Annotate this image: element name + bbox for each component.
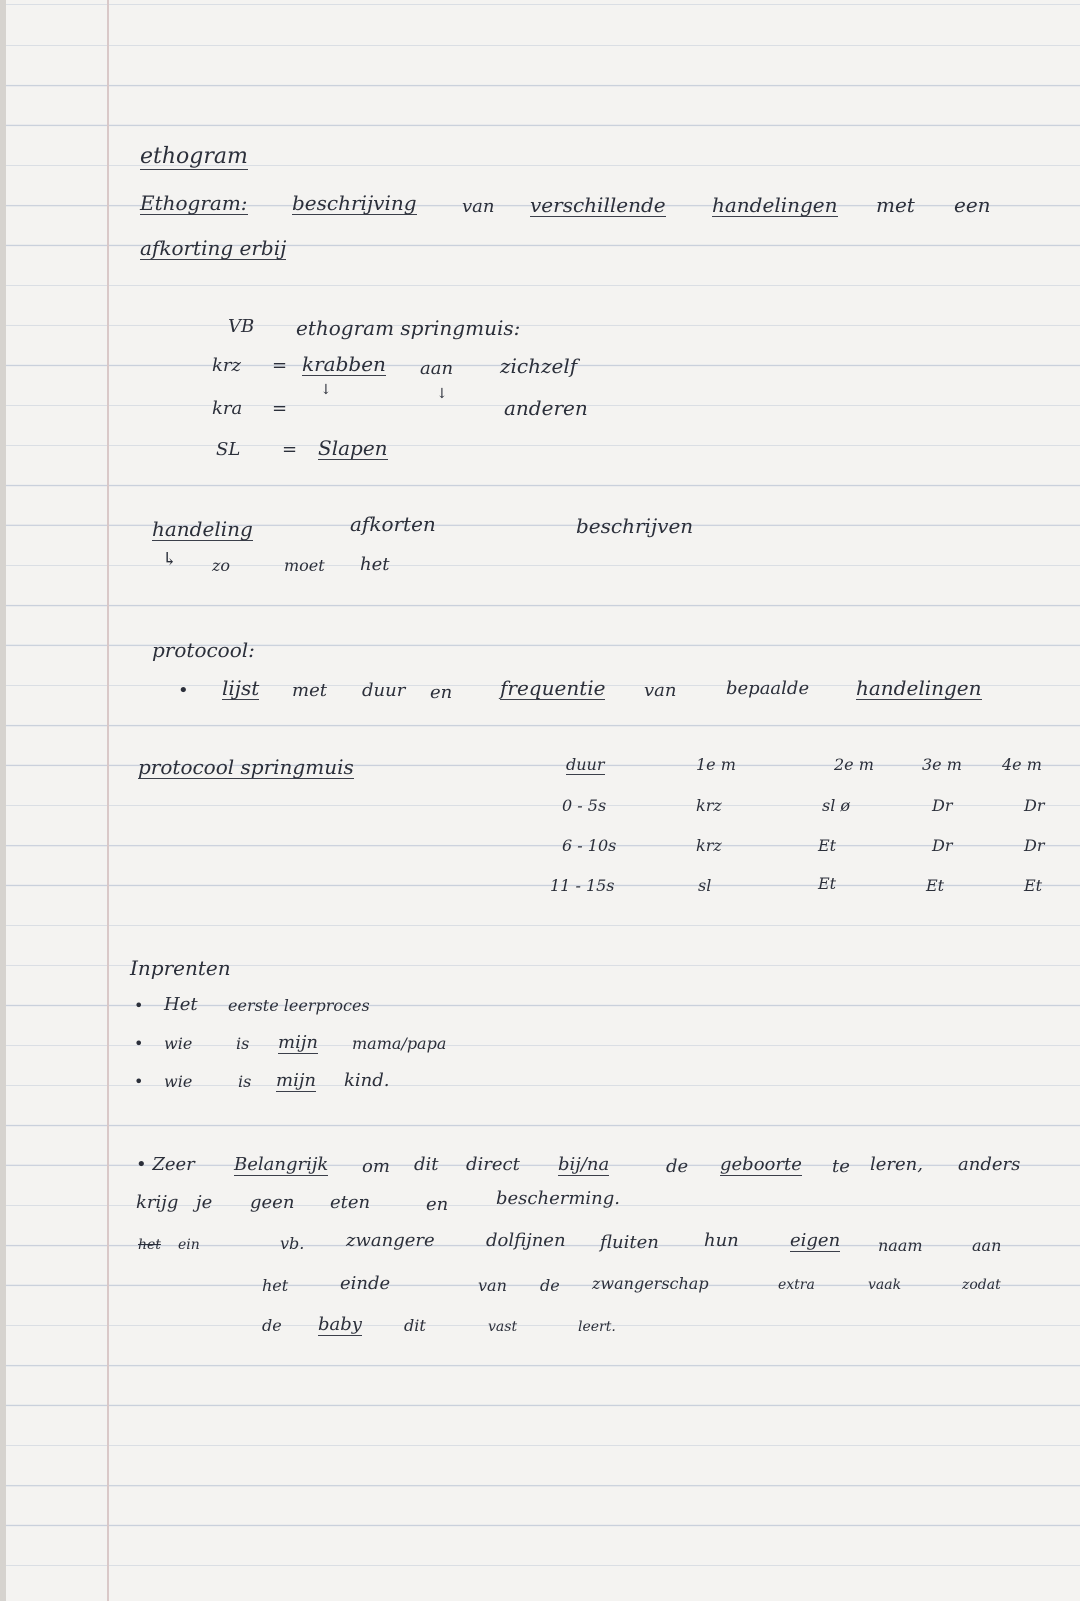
protocol-word: lijst	[222, 676, 260, 700]
table-header: 3e m	[922, 755, 962, 774]
table-cell: Et	[818, 874, 837, 893]
paragraph-word: te	[832, 1156, 850, 1177]
equals-sign: =	[282, 439, 298, 460]
inprenten-word: mijn	[278, 1032, 318, 1053]
bullet: •	[134, 1034, 144, 1053]
paragraph-word: eten	[330, 1192, 371, 1213]
equals-sign: =	[272, 398, 288, 419]
heading: ethogram	[140, 144, 248, 169]
paragraph-word: dolfijnen	[486, 1230, 566, 1251]
paragraph-word: zwangerschap	[592, 1274, 709, 1293]
inprenten-word: wie	[164, 1072, 193, 1091]
inprenten-word: eerste leerproces	[228, 996, 370, 1015]
equals-sign: =	[272, 355, 288, 376]
table-header: 2e m	[834, 755, 874, 774]
paragraph-word: einde	[340, 1273, 391, 1294]
table-cell: sl	[698, 876, 712, 895]
paragraph-word: vb.	[280, 1234, 305, 1253]
paragraph-word: extra	[778, 1277, 815, 1293]
definition-word: beschrijving	[292, 191, 417, 215]
paragraph-word: direct	[466, 1154, 520, 1175]
paragraph-word: fluiten	[600, 1232, 659, 1253]
handeling-note-word: zo	[212, 556, 231, 575]
paragraph-word: geen	[250, 1192, 295, 1213]
down-arrow-icon: ↓	[320, 382, 332, 398]
protocol-table-title: protocool springmuis	[138, 755, 354, 779]
definition-term: Ethogram:	[140, 191, 248, 215]
paragraph-word: ein	[178, 1237, 200, 1253]
table-cell: Dr	[932, 836, 953, 855]
inprenten-title: Inprenten	[130, 956, 231, 980]
paragraph-word: het	[262, 1276, 289, 1295]
paragraph-word: leren,	[870, 1154, 923, 1175]
table-cell: krz	[696, 836, 722, 855]
paragraph-word: hun	[704, 1230, 739, 1251]
turn-arrow-icon: ↳	[162, 549, 178, 570]
table-cell: Et	[818, 836, 837, 855]
inprenten-word: wie	[164, 1034, 193, 1053]
table-cell: 11 - 15s	[550, 876, 615, 895]
definition-word: een	[954, 193, 991, 217]
inprenten-word: mijn	[276, 1070, 316, 1091]
table-cell: Dr	[1024, 836, 1045, 855]
paragraph-word: dit	[404, 1316, 426, 1335]
handeling-note-word: moet	[284, 556, 325, 575]
example-title: ethogram springmuis:	[296, 316, 521, 340]
example-vb: VB	[228, 316, 255, 337]
bullet: •	[134, 1072, 144, 1091]
paragraph-word: krijg	[136, 1192, 179, 1213]
protocol-word: duur	[362, 680, 406, 701]
afkorten-label: afkorten	[350, 512, 436, 536]
struck-word: het	[138, 1237, 161, 1253]
table-cell: Dr	[932, 796, 953, 815]
example-word: Slapen	[318, 436, 388, 460]
handeling-label: handeling	[152, 517, 253, 541]
paragraph-word: om	[362, 1156, 390, 1177]
example-word: aan	[420, 358, 454, 379]
paragraph-word: bij/na	[558, 1154, 610, 1175]
abbr-kra: kra	[212, 398, 243, 419]
definition-line2: afkorting erbij	[140, 236, 287, 260]
table-header: duur	[566, 755, 605, 774]
inprenten-word: mama/papa	[352, 1034, 447, 1053]
definition-word: verschillende	[530, 193, 666, 217]
definition-word: met	[876, 193, 915, 217]
protocol-word: bepaalde	[726, 678, 810, 699]
paragraph-word: zwangere	[346, 1230, 435, 1251]
table-cell: 0 - 5s	[562, 796, 607, 815]
table-cell: krz	[696, 796, 722, 815]
paragraph-word: geboorte	[720, 1154, 802, 1175]
definition-word: van	[462, 196, 495, 217]
protocol-word: met	[292, 680, 327, 701]
abbr-sl: SL	[216, 439, 241, 460]
paragraph-word: de	[262, 1316, 282, 1335]
bullet: •	[178, 680, 189, 701]
margin-line	[107, 0, 109, 1601]
paragraph-word: • Zeer	[136, 1154, 195, 1175]
protocol-word: van	[644, 680, 677, 701]
down-arrow-icon: ↓	[436, 386, 448, 402]
page-edge	[0, 0, 6, 1601]
table-header: 1e m	[696, 755, 736, 774]
paragraph-word: je	[196, 1192, 213, 1213]
paragraph-word: bescherming.	[496, 1188, 621, 1209]
paragraph-word: naam	[878, 1236, 923, 1255]
paragraph-word: vaak	[868, 1277, 902, 1293]
inprenten-word: kind.	[344, 1070, 390, 1091]
abbr-krz: krz	[212, 355, 241, 376]
example-word: zichzelf	[500, 354, 578, 378]
table-cell: Et	[1024, 876, 1043, 895]
paragraph-word: zodat	[962, 1277, 1001, 1293]
protocol-word: handelingen	[856, 676, 982, 700]
protocol-word: frequentie	[500, 676, 606, 700]
definition-word: handelingen	[712, 193, 838, 217]
table-cell: Et	[926, 876, 945, 895]
paragraph-word: dit	[414, 1154, 439, 1175]
paragraph-word: eigen	[790, 1230, 841, 1251]
table-header: 4e m	[1002, 755, 1042, 774]
table-cell: 6 - 10s	[562, 836, 617, 855]
paragraph-word: aan	[972, 1236, 1002, 1255]
example-word: anderen	[504, 396, 588, 420]
handeling-note-word: het	[360, 554, 390, 575]
table-cell: sl ø	[822, 796, 851, 815]
inprenten-word: Het	[164, 994, 198, 1015]
paragraph-word: van	[478, 1276, 507, 1295]
beschrijven-label: beschrijven	[576, 514, 694, 538]
protocol-label: protocool:	[152, 638, 255, 662]
paragraph-word: leert.	[578, 1319, 616, 1335]
protocol-word: en	[430, 682, 453, 703]
paragraph-word: en	[426, 1194, 449, 1215]
inprenten-word: is	[236, 1034, 250, 1053]
paragraph-word: de	[540, 1276, 560, 1295]
table-cell: Dr	[1024, 796, 1045, 815]
paragraph-word: vast	[488, 1319, 518, 1335]
paragraph-word: baby	[318, 1314, 362, 1335]
inprenten-word: is	[238, 1072, 252, 1091]
example-word: krabben	[302, 352, 386, 376]
bullet: •	[134, 996, 144, 1015]
paragraph-word: anders	[958, 1154, 1021, 1175]
paragraph-word: de	[666, 1156, 689, 1177]
paragraph-word: Belangrijk	[234, 1154, 329, 1175]
